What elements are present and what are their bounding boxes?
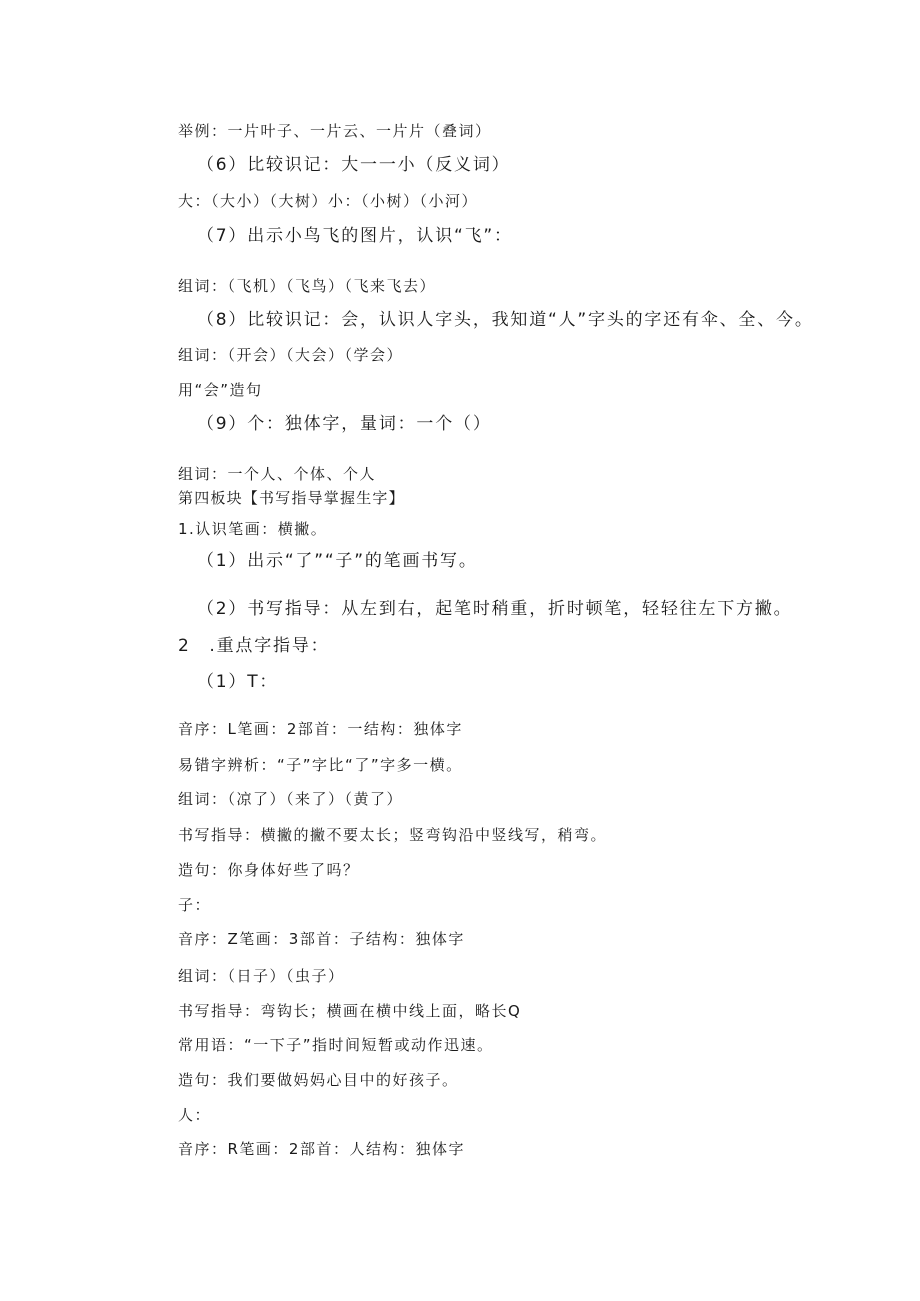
le-confusion-note: 易错字辨析：“子”字比“了”字多一横。: [178, 756, 463, 774]
key-char-1: （1）T：: [197, 672, 279, 692]
stroke-intro: 1.认识笔画：横撇。: [178, 520, 328, 538]
item-8-hui: （8）比较识记：会，认识人字头，我知道“人”字头的字还有伞、全、今。: [197, 310, 814, 330]
le-words: 组词：（凉了）（来了）（黄了）: [178, 790, 404, 808]
hui-sentence-prompt: 用“会”造句: [178, 381, 263, 399]
zi-sentence: 造句：我们要做妈妈心目中的好孩子。: [178, 1071, 459, 1089]
ren-heading: 人：: [178, 1106, 212, 1124]
example-line: 举例：一片叶子、一片云、一片片（叠词）: [178, 122, 492, 140]
item-6-compare: （6）比较识记：大一一小（反义词）: [197, 155, 511, 175]
item-9-ge: （9）个：独体字，量词：一个（）: [197, 414, 492, 434]
item-7-fly: （7）出示小鸟飞的图片，认识“飞”：: [197, 226, 513, 246]
stroke-step-1: （1）出示“了”“子”的笔画书写。: [197, 551, 478, 571]
ge-words: 组词：一个人、个体、个人: [178, 465, 377, 483]
zi-heading: 子：: [178, 896, 212, 914]
le-sentence: 造句：你身体好些了吗？: [178, 861, 360, 879]
ren-pinyin-info: 音序：R笔画：2部首：人结构：独体字: [178, 1140, 465, 1158]
zi-common-phrase: 常用语：“一下子”指时间短暂或动作迅速。: [178, 1036, 494, 1054]
key-char-heading: 2 .重点字指导：: [178, 636, 330, 656]
zi-writing-guide: 书写指导：弯钩长；横画在横中线上面，略长Q: [178, 1002, 522, 1020]
zi-pinyin-info: 音序：Z笔画：3部首：子结构：独体字: [178, 930, 465, 948]
fly-words: 组词：（飞机）（飞鸟）（飞来飞去）: [178, 277, 437, 295]
big-small-words: 大：（大小）（大树）小：（小树）（小河）: [178, 192, 479, 210]
zi-words: 组词：（日子）（虫子）: [178, 967, 345, 985]
le-pinyin-info: 音序：L笔画：2部首：一结构：独体字: [178, 720, 463, 738]
hui-words: 组词：（开会）（大会）（学会）: [178, 346, 404, 364]
le-writing-guide: 书写指导：横撇的撇不要太长；竖弯钩沿中竖线写，稍弯。: [178, 826, 608, 844]
stroke-step-2: （2）书写指导：从左到右，起笔时稍重，折时顿笔，轻轻往左下方撇。: [197, 599, 793, 619]
section-4-heading: 第四板块【书写指导掌握生字】: [178, 489, 405, 507]
